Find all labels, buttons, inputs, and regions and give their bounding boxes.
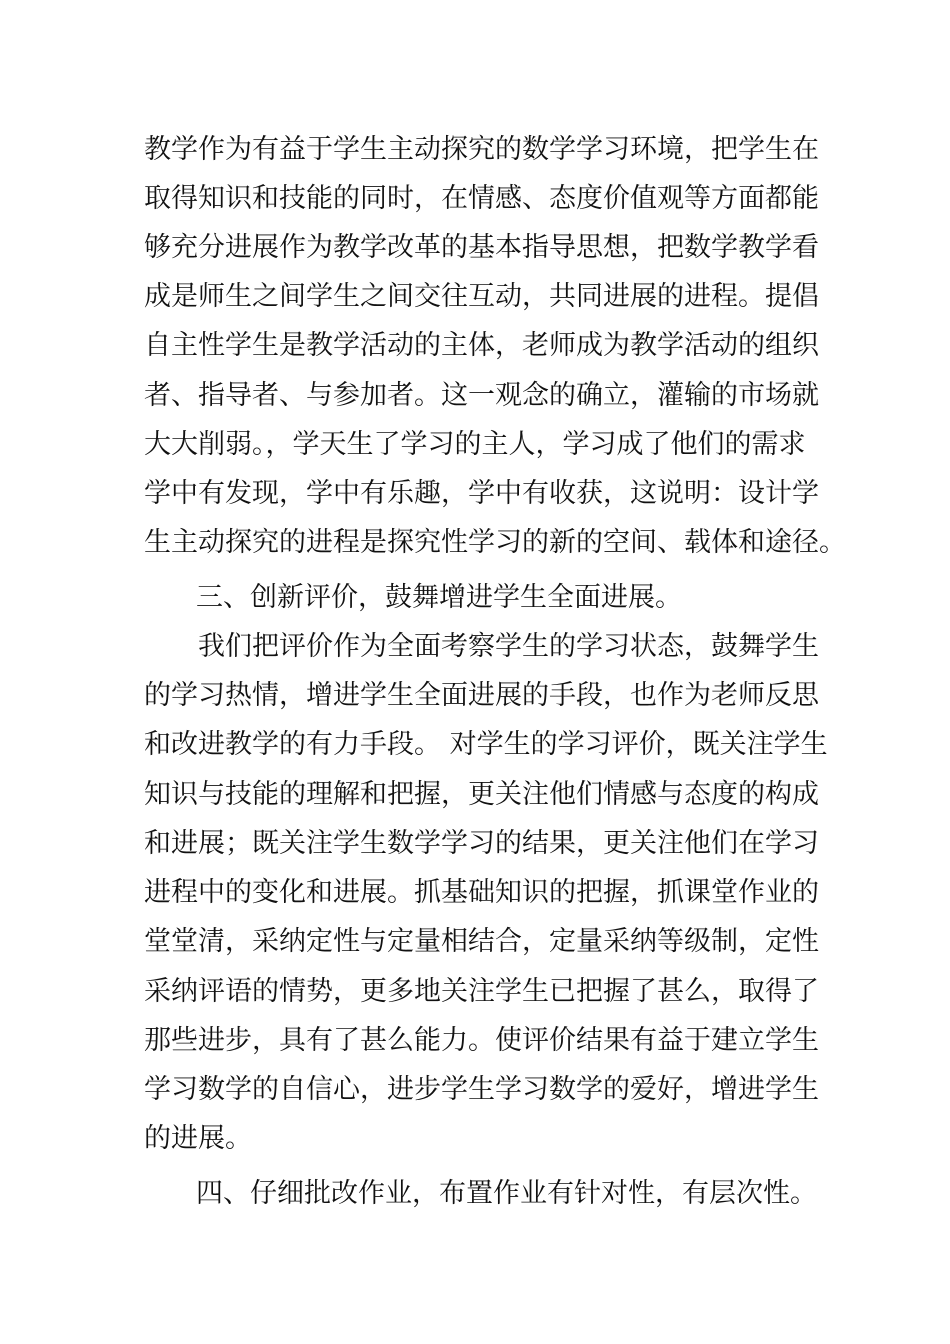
text-line-15: 和进展；既关注学生数学学习的结果，更关注他们在学习 [144, 828, 819, 859]
text-line-7: 大大削弱。，学天生了学习的主人，学习成了他们的需求 [144, 429, 806, 460]
text-line-3: 够充分进展作为教学改革的基本指导思想，把数学教学看 [144, 232, 819, 263]
text-line-11: 我们把评价作为全面考察学生的学习状态，鼓舞学生 [198, 631, 819, 662]
text-line-6: 者、指导者、与参加者。这一观念的确立，灌输的市场就 [144, 380, 819, 411]
text-line-14: 知识与技能的理解和把握，更关注他们情感与态度的构成 [144, 779, 819, 810]
text-line-16: 进程中的变化和进展。抓基础知识的把握，抓课堂作业的 [144, 877, 819, 908]
text-line-19: 那些进步，具有了甚么能力。使评价结果有益于建立学生 [144, 1025, 819, 1056]
text-line-8: 学中有发现，学中有乐趣，学中有收获，这说明：设计学 [144, 478, 819, 509]
text-line-21: 的进展。 [144, 1123, 252, 1154]
text-line-5: 自主性学生是教学活动的主体，老师成为教学活动的组织 [144, 330, 819, 361]
section-heading-four: 四、仔细批改作业，布置作业有针对性，有层次性。 [196, 1178, 817, 1209]
text-line-18: 采纳评语的情势，更多地关注学生已把握了甚么，取得了 [144, 976, 819, 1007]
section-heading-three: 三、创新评价，鼓舞增进学生全面进展。 [196, 582, 682, 613]
text-line-2: 取得知识和技能的同时，在情感、态度价值观等方面都能 [144, 183, 819, 214]
text-line-20: 学习数学的自信心，进步学生学习数学的爱好，增进学生 [144, 1074, 819, 1105]
text-line-1: 教学作为有益于学生主动探究的数学学习环境，把学生在 [144, 134, 819, 165]
text-line-12: 的学习热情，增进学生全面进展的手段，也作为老师反思 [144, 680, 819, 711]
text-line-13: 和改进教学的有力手段。 对学生的学习评价，既关注学生 [144, 729, 828, 760]
text-line-9: 生主动探究的进程是探究性学习的新的空间、载体和途径。 [144, 527, 846, 558]
text-line-17: 堂堂清，采纳定性与定量相结合，定量采纳等级制，定性 [144, 926, 819, 957]
text-line-4: 成是师生之间学生之间交往互动，共同进展的进程。提倡 [144, 281, 819, 312]
